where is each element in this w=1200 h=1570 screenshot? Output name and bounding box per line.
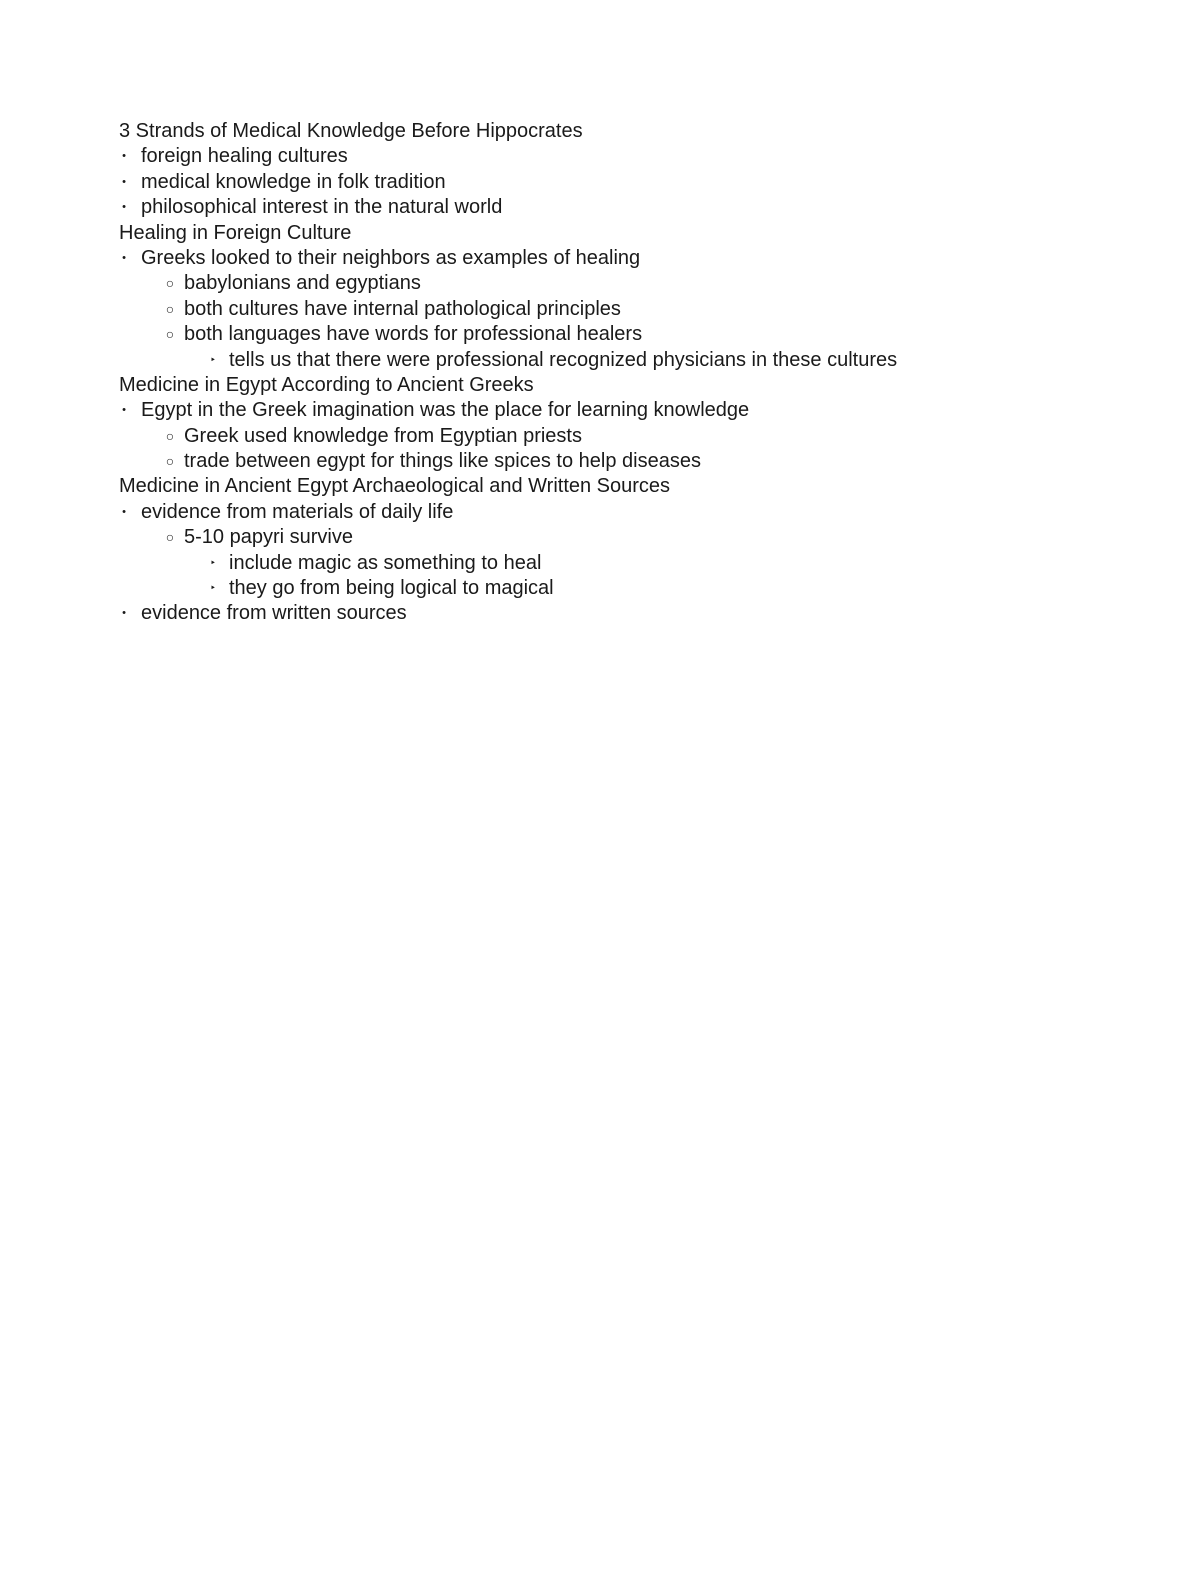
- list-item-text: they go from being logical to magical: [229, 577, 554, 600]
- section-heading: Medicine in Egypt According to Ancient Greeks: [119, 373, 534, 396]
- sub-list-item: [119, 297, 1119, 322]
- hollow-circle-bullet-icon: ○: [165, 300, 175, 317]
- bullet-icon: •: [122, 175, 126, 188]
- list-item-text: include magic as something to heal: [229, 551, 542, 574]
- hollow-circle-bullet-icon: ○: [165, 275, 175, 292]
- list-item-text: 5-10 papyri survive: [184, 526, 353, 549]
- list-item-text: trade between egypt for things like spices to help diseases: [184, 450, 701, 473]
- list-item-text: Egypt in the Greek imagination was the place for learning knowledge: [141, 399, 750, 422]
- bullet-icon: •: [122, 505, 126, 518]
- bullet-icon: •: [122, 607, 126, 620]
- sub-list-item: [119, 271, 1119, 296]
- list-item-text: philosophical interest in the natural world: [141, 196, 503, 219]
- section-heading: Healing in Foreign Culture: [119, 221, 352, 244]
- list-item-text: both languages have words for professional healers: [184, 323, 643, 346]
- notes-outline: [119, 119, 1119, 627]
- list-item-text: Greek used knowledge from Egyptian priests: [184, 424, 582, 447]
- list-item-text: medical knowledge in folk tradition: [141, 170, 446, 193]
- bullet-icon: •: [122, 150, 126, 163]
- bullet-icon: •: [122, 404, 126, 417]
- list-item-text: foreign healing cultures: [141, 145, 348, 168]
- hollow-circle-bullet-icon: ○: [165, 427, 175, 444]
- list-item: [119, 170, 1119, 195]
- hollow-circle-bullet-icon: ○: [165, 453, 175, 470]
- triangle-bullet-icon: ‣: [210, 354, 216, 366]
- list-item-text: babylonians and egyptians: [184, 272, 421, 295]
- sub-sub-list-item: [119, 576, 1119, 601]
- list-item-text: both cultures have internal pathological principles: [184, 297, 621, 320]
- sub-list-item: [119, 525, 1119, 550]
- triangle-bullet-icon: ‣: [210, 557, 216, 569]
- triangle-bullet-icon: ‣: [210, 583, 216, 595]
- hollow-circle-bullet-icon: ○: [165, 529, 175, 546]
- list-item: [119, 246, 1119, 271]
- sub-list-item: [119, 424, 1119, 449]
- list-item-text: evidence from written sources: [141, 602, 407, 625]
- list-item: [119, 398, 1119, 423]
- sub-list-item: [119, 322, 1119, 347]
- section-heading: Medicine in Ancient Egypt Archaeological and Written Sources: [119, 475, 671, 498]
- sub-list-item: [119, 449, 1119, 474]
- list-item: [119, 144, 1119, 169]
- hollow-circle-bullet-icon: ○: [165, 326, 175, 343]
- list-item: [119, 500, 1119, 525]
- bullet-icon: •: [122, 251, 126, 264]
- sub-sub-list-item: [119, 348, 1119, 373]
- sub-sub-list-item: [119, 551, 1119, 576]
- section-heading: 3 Strands of Medical Knowledge Before Hippocrates: [119, 120, 583, 142]
- list-item: [119, 195, 1119, 220]
- list-item-text: evidence from materials of daily life: [141, 500, 454, 523]
- list-item-text: tells us that there were professional recognized physicians in these cultures: [229, 348, 898, 371]
- bullet-icon: •: [122, 201, 126, 214]
- list-item-text: Greeks looked to their neighbors as examples of healing: [141, 246, 641, 269]
- list-item: [119, 601, 1119, 626]
